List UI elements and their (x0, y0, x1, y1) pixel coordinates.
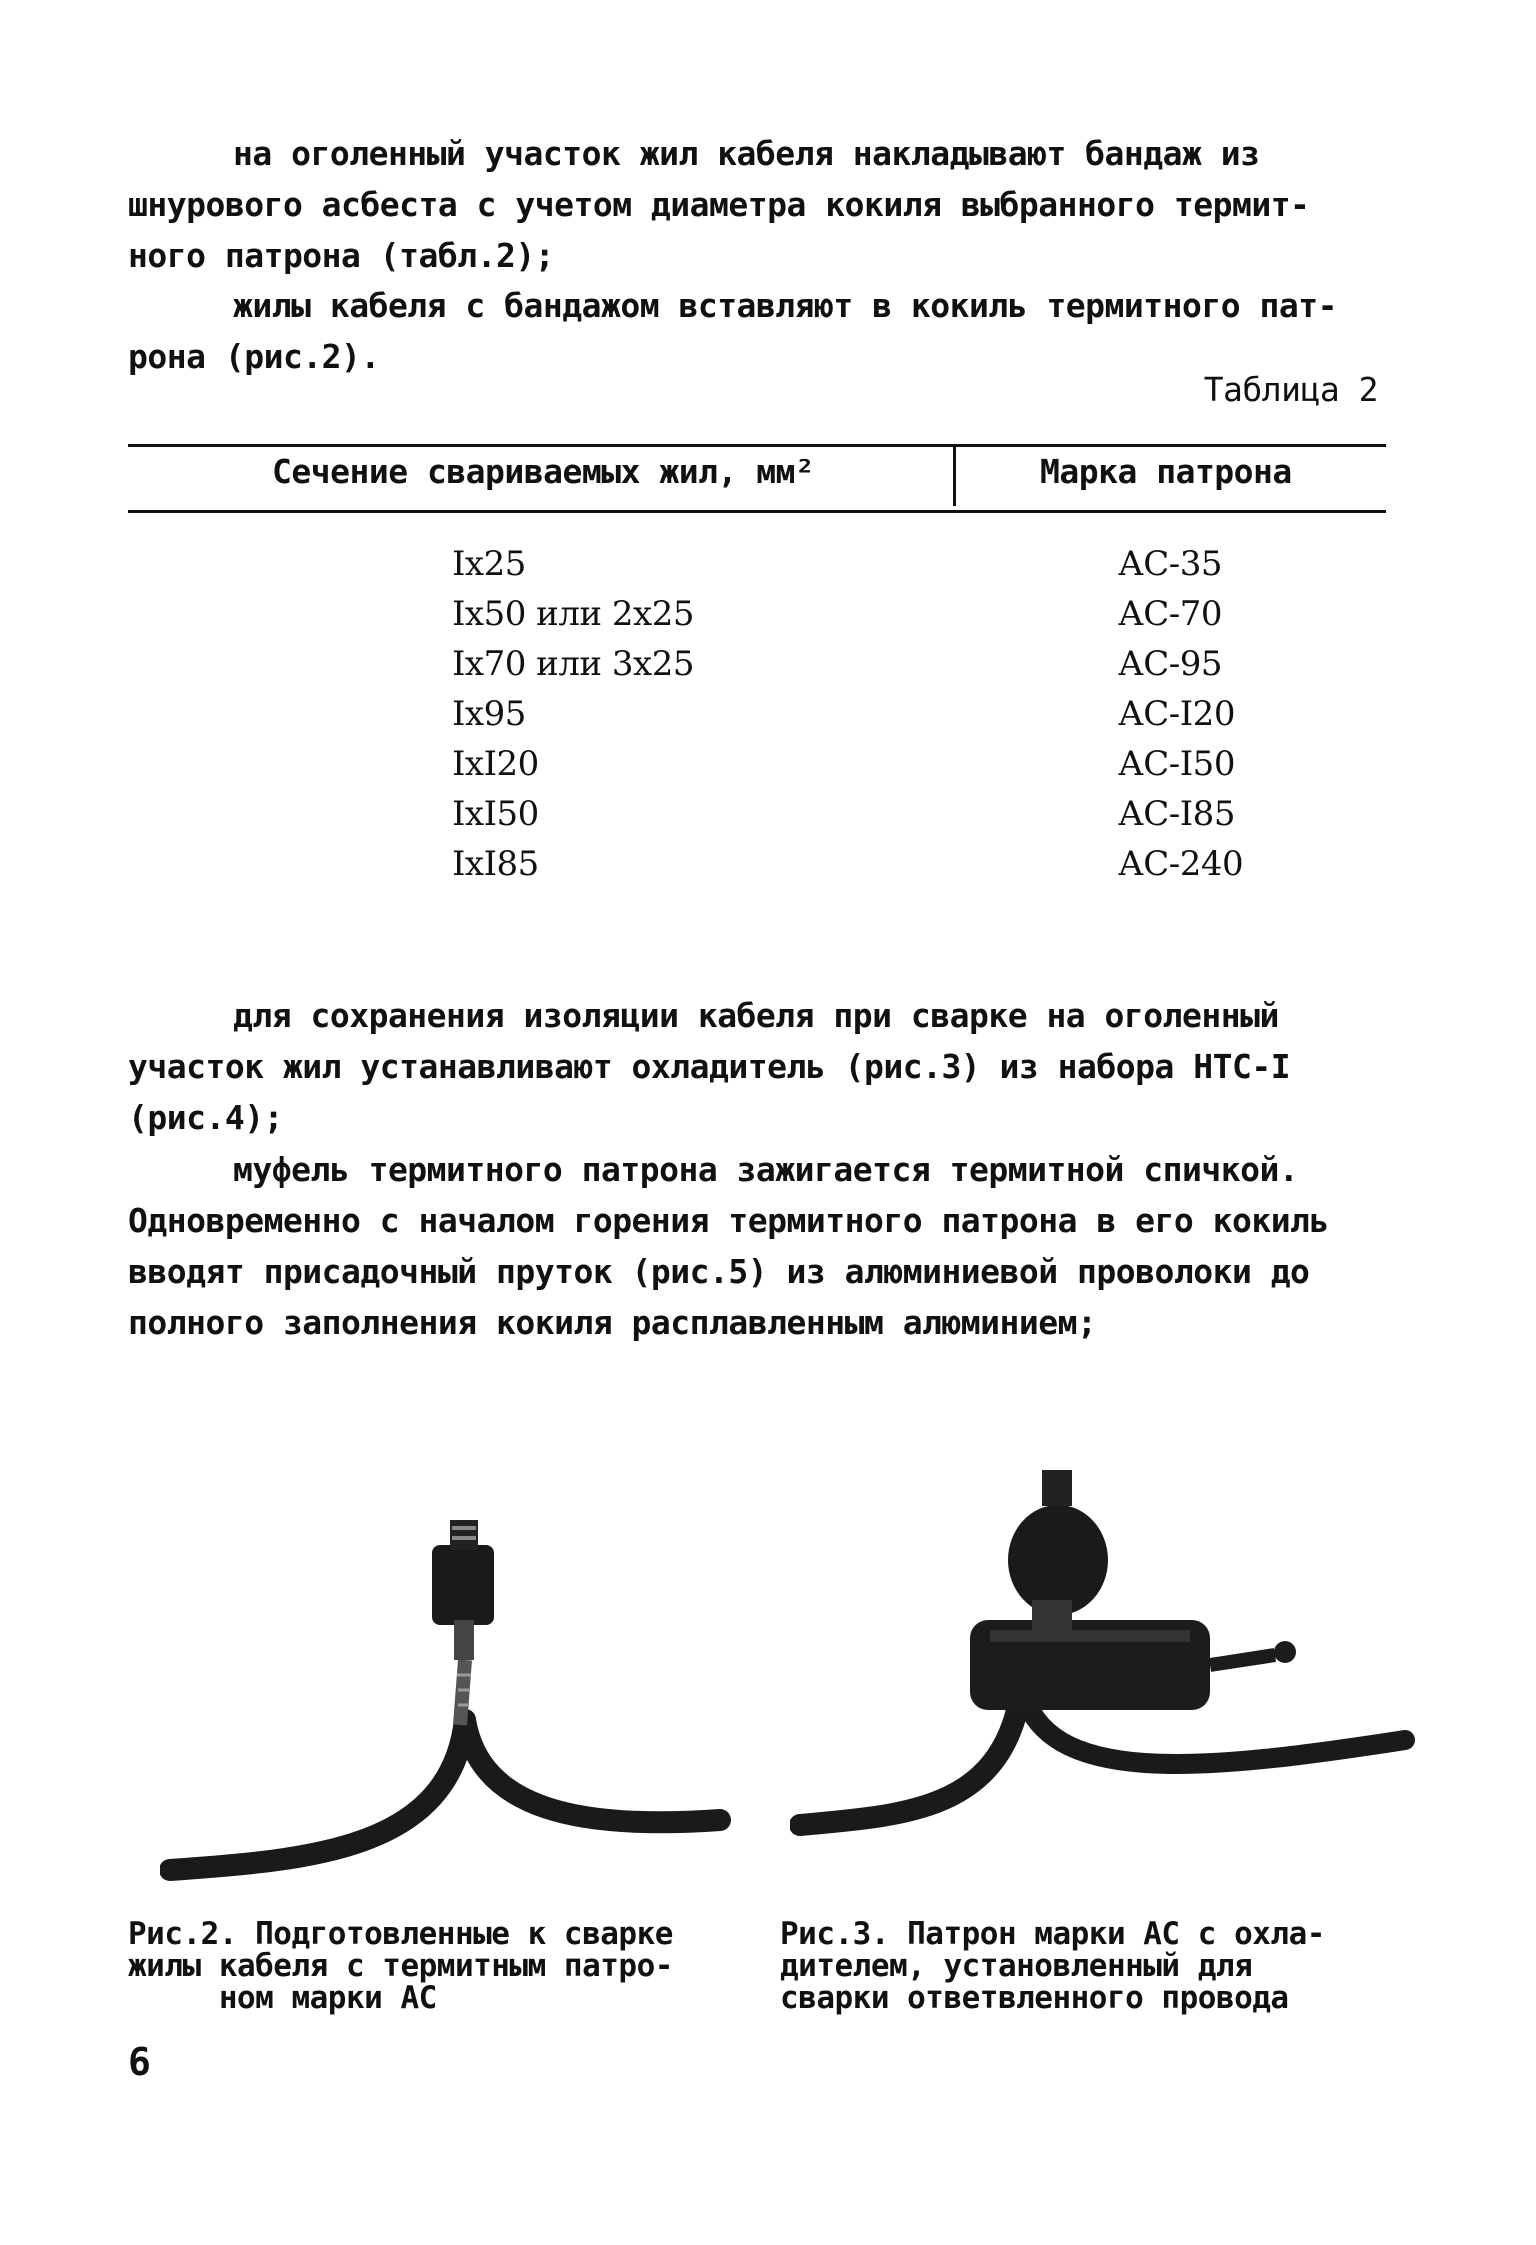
paragraph-4-line-2: Одновременно с началом горения термитного патрона в его кокиль (128, 1201, 1329, 1240)
table-cell-brand-1: АС-35 (1118, 544, 1223, 584)
table-cell-brand-5: АС-I50 (1118, 744, 1235, 784)
table-cell-brand-4: АС-I20 (1118, 694, 1235, 734)
table-cell-brand-7: АС-240 (1118, 844, 1244, 884)
paragraph-1-line-2: шнурового асбеста с учетом диаметра кокиля выбранного термит- (128, 185, 1310, 224)
table-cell-brand-2: АС-70 (1118, 594, 1223, 634)
table-header-rule (128, 510, 1386, 513)
paragraph-1-line-1: на оголенный участок жил кабеля накладывают бандаж из (233, 134, 1260, 173)
paragraph-2-line-2: рона (рис.2). (128, 337, 380, 376)
paragraph-4-line-1: муфель термитного патрона зажигается термитной спичкой. (233, 1150, 1299, 1189)
paragraph-2-line-1: жилы кабеля с бандажом вставляют в кокиль термитного пат- (233, 286, 1337, 325)
figure-2-photo (160, 1490, 760, 1890)
paragraph-2 (128, 280, 1388, 382)
table-header-cartridge: Марка патрона (1040, 452, 1292, 491)
table-cell-section-6: IxI50 (452, 794, 539, 834)
paragraph-4 (128, 1144, 1388, 1348)
figure-3-caption: Рис.3. Патрон марки АС с охла- дителем, установленный для сварки ответвленного провода (780, 1916, 1325, 2016)
table-cell-brand-3: АС-95 (1118, 644, 1223, 684)
page-number: 6 (128, 2040, 151, 2084)
paragraph-4-line-3: вводят присадочный пруток (рис.5) из алюминиевой проволоки до (128, 1252, 1310, 1291)
paragraph-3-line-3: (рис.4); (128, 1098, 283, 1137)
paragraph-3 (128, 990, 1388, 1143)
table-top-rule (128, 444, 1386, 447)
table-caption: Таблица 2 (1203, 370, 1378, 409)
paragraph-1 (128, 128, 1388, 281)
table-header-separator (953, 446, 956, 506)
table-cell-section-3: Ix70 или 3x25 (452, 644, 694, 684)
table-header-cross-section: Сечение свариваемых жил, мм² (272, 452, 815, 491)
paragraph-3-line-2: участок жил устанавливают охладитель (рис.3) из набора НТС-I (128, 1047, 1291, 1086)
paragraph-4-line-4: полного заполнения кокиля расплавленным алюминием; (128, 1303, 1097, 1342)
table-cell-section-5: IxI20 (452, 744, 539, 784)
table-cell-section-2: Ix50 или 2x25 (452, 594, 694, 634)
paragraph-1-line-3: ного патрона (табл.2); (128, 236, 555, 275)
figure-3-photo (790, 1470, 1420, 1850)
table-cell-brand-6: АС-I85 (1118, 794, 1235, 834)
table-cell-section-7: IxI85 (452, 844, 539, 884)
figure-2-caption: Рис.2. Подготовленные к сварке жилы кабеля с термитным патро- ном марки АС (128, 1916, 673, 2016)
paragraph-3-line-1: для сохранения изоляции кабеля при сварке на оголенный (233, 996, 1279, 1035)
table-cell-section-1: Ix25 (452, 544, 526, 584)
table-cell-section-4: Ix95 (452, 694, 526, 734)
